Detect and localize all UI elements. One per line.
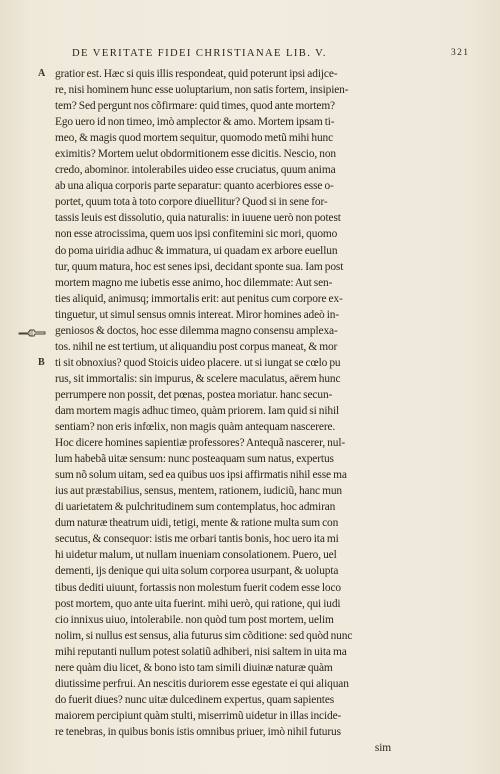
page-header [72,48,492,64]
text-line: ius aut præstabilius, sensus, mentem, rationem, iudiciũ, hanc mun [55,485,342,498]
running-title: DE VERITATE FIDEI CHRISTIANAE LIB. V. [72,48,327,59]
text-line: non esse atrocissima, quem uos ipsi confitemini sic mori, quomo [55,228,338,241]
text-line: ties aliquid, animusq; immortalis erit: aut penitus cum corpore ex- [55,292,343,305]
text-line: geniosos & doctos, hoc esse dilemma magno consensu amplexa- [55,324,338,337]
text-line: dam mortem magis adhuc timeo, quàm priorem. Iam quid si nihil [55,404,340,417]
text-line: cio innixus uiuo, intolerabile. non quòd tum post mortem, uelim [55,613,334,626]
text-line: lum habebã uitæ sensum: nunc posteaquam sum natus, expertus [55,453,334,466]
text-line: mihi reputanti nullum potest solatiũ adhiberi, nisi saltem in uita ma [55,645,347,658]
text-line: sum nõ solum uitam, sed ea quibus uos ipsi affirmatis nihil esse ma [55,469,347,482]
text-line: post mortem, quo ante uita fuerint. mihi uerò, qui ratione, qui iudi [55,597,341,610]
text-line: tassis leuis est dissolutio, quia naturalis: in iuuene uerò non potest [55,212,341,225]
text-line: Hoc dicere homines sapientiæ professores? Antequã nascerer, nul- [55,437,346,450]
body-text [55,66,395,756]
text-line: maiorem percipiunt quàm stulti, miserrimũ uidetur in illas incide- [55,709,342,722]
text-line: eximitis? Mortem uelut obdormitionem esse dicitis. Nescio, non [55,148,336,161]
text-line: ti sit obnoxius? quod Stoicis uideo placere. ut si iungat se cœlo pu [55,356,341,369]
text-line: ab una aliqua corporis parte separatur: quanto acerbiores esse o- [55,180,334,193]
margin-letter-b: B [38,357,45,368]
text-line: Ego uero id non timeo, imò amplector & amo. Mortem ipsam ti- [55,116,335,129]
text-line: secutus, & consequor: istis me orbari tantis bonis, hoc uero ita mi [55,533,339,546]
text-line: nolim, si nullus est sensus, alia futurus sim cõditione: sed quòd nunc [55,629,353,642]
text-line: perrumpere non possit, det pœnas, postea moriatur. hanc secun- [55,388,333,401]
margin-letter-a: A [38,68,46,79]
text-line: diutissime perfrui. An nescitis duriorem esse egestate ei qui aliquan [55,677,349,690]
text-line: mortem magno me iubetis esse animo, hoc dilemmate: Aut sen- [55,276,333,289]
text-line: do fuerit diues? nunc uitæ dulcedinem expertus, quam sapientes [55,693,335,706]
text-line: tem? Sed pergunt nos cõfirmare: quid times, quod ante mortem? [55,100,335,113]
text-line: credo, abominor. intolerabiles uideo esse cruciatus, quum anima [55,164,336,177]
text-line: dementi, ijs denique qui uita solum corporea usurpant, & uolupta [55,565,339,578]
text-line: do poma uiridia adhuc & immatura, ui quadam ex arbore euellun [55,244,338,257]
text-line: tur, quum matura, hoc est senes ipsi, decidant sponte sua. Iam post [55,260,344,273]
text-line: hi uidetur malum, ut nullam inueniam consolationem. Puero, uel [55,549,337,562]
text-line: portet, quum tota à toto corpore diuellitur? Quod si in sene for- [55,196,328,209]
text-line: gratior est. Hæc si quis illis respondeat, quid poterunt ipsi adijce- [55,68,338,80]
text-line: di uarietatem & pulchritudinem sum contemplatus, hoc admiran [55,501,336,514]
text-line: meo, & magis quod mortem sequitur, quomodo metũ mihi hunc [55,132,334,145]
pointing-hand-icon [18,326,48,338]
text-line: dum naturæ theatrum uidi, tetigi, mente & ratione multa sum con [55,517,339,530]
text-line: re tenebras, in quibus bonis istis omnibus priuer, imò nihil futurus [55,725,341,738]
text-line: sentiam? non eris infœlix, non magis quàm antequam nascerere. [55,421,336,434]
page-number: 321 [451,48,470,58]
text-line: rus, sit immortalis: sin impurus, & scelere maculatus, aërem hunc [55,372,341,385]
text-line: tos. nihil ne est tertium, ut aliquandiu post corpus maneat, & mor [55,340,338,353]
text-line: tinguetur, ut simul sensus omnis intereat. Miror homines adeò in- [55,308,340,321]
text-line: re, nisi hominem hunc esse uoluptarium, non satis fortem, insipien- [55,84,349,97]
text-line: nere quàm diu licet, & bono isto tam simili diuinæ naturæ quàm [55,661,333,674]
text-line: sim [374,741,391,754]
text-line: tibus dediti uiuunt, fortassis non molestum fuerit codem esse loco [55,581,341,594]
